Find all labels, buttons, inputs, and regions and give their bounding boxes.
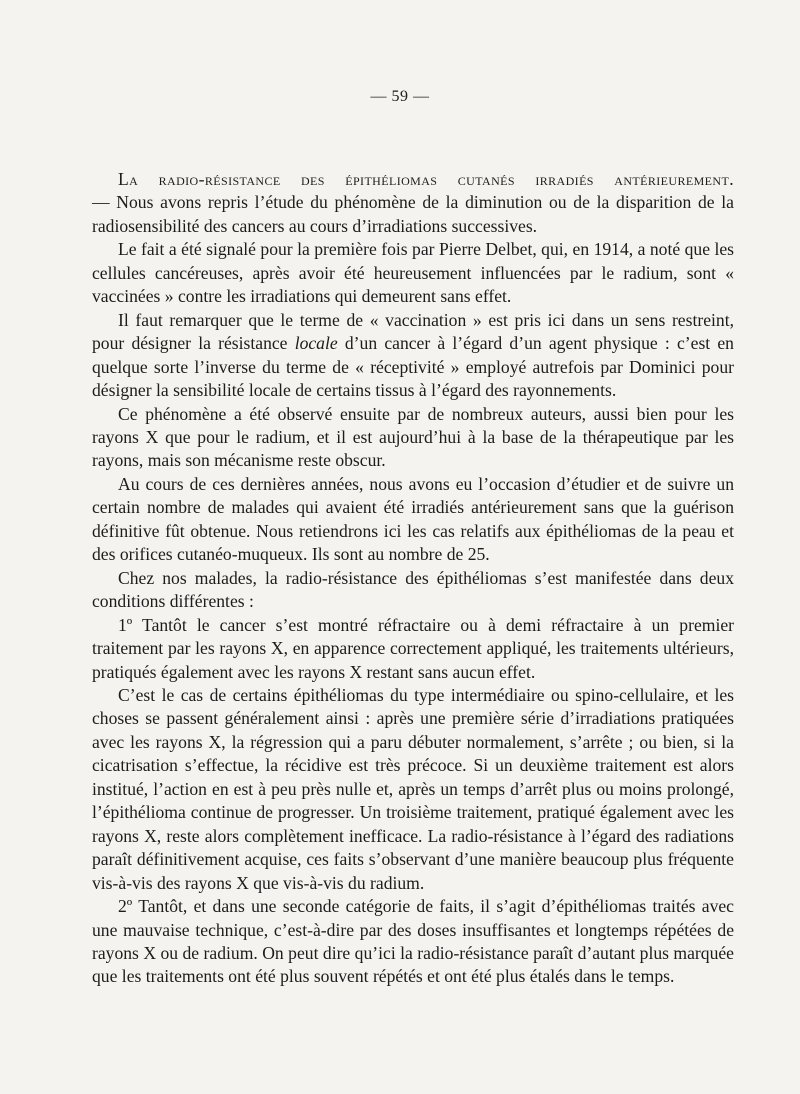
paragraph-patients: Au cours de ces dernières années, nous avons eu l’occasion d’étudier et de suivre un certain nombre de malades qui avaient été irradiés antérieurement sans que la guérison définitive fût obtenue. Nous retiendrons ici les cas relatifs aux épithéliomas de la peau et des orifices cutanéo-muqueux. Ils sont au nombre de 25. <box>92 473 734 565</box>
section-intro-text: — Nous avons repris l’étude du phénomène de la diminution ou de la disparition de la radiosensibilité des cancers au cours d’irradiations successives. <box>92 192 734 236</box>
page-number: — 59 — <box>370 88 430 105</box>
section-heading: La radio-résistance des épithéliomas cutanés irradiés antérieurement. <box>118 169 734 189</box>
paragraph-spino-cellular: C’est le cas de certains épithéliomas du type intermédiaire ou spino-cellulaire, et les choses se passent généralement ainsi : après une première série d’irradiations pratiquées avec les rayons X, la régression qui a paru débuter normalement, s’arrête ; ou bien, si la cicatrisation s’effectue, la récidive est très précoce. Si un deuxième traitement est alors institué, l’action en est à peu près nulle et, après un temps d’arrêt plus ou moins prolongé, l’épithélioma continue de progresser. Un troisième traitement, pratiqué également avec les rayons X, reste alors complètement inefficace. La radio-résistance à l’égard des radiations paraît définitivement acquise, ces faits s’observant d’une manière beaucoup plus fréquente vis-à-vis des rayons X que vis-à-vis du radium. <box>92 684 734 893</box>
paragraph-vaccination-start: Il faut remarquer que le terme de « vaccination » est pris ici dans un sens restreint, pour désigner la résistance <box>92 309 734 354</box>
paragraph-observations: Ce phénomène a été observé ensuite par de nombreux auteurs, aussi bien pour les rayons X que pour le radium, et il est aujourd’hui à la base de la thérapeutique par les rayons, mais son mécanisme reste obscur. <box>92 403 734 471</box>
paragraph-vaccination-end: d’un cancer à l’égard d’un agent physique : c’est en quelque sorte l’inverse du terme de « réceptivité » employé autrefois par Dominici pour désigner la sensibilité locale de certains tissus à l’égard des rayonnements. <box>92 333 734 401</box>
paragraph-condition-one: 1º Tantôt le cancer s’est montré réfractaire ou à demi réfractaire à un premier traitement par les rayons X, en apparence correctement appliqué, les traitements ultérieurs, pratiqués également avec les rayons X restant sans aucun effet. <box>92 614 734 682</box>
paragraph-vaccination <box>92 309 734 403</box>
emphasis-locale: locale <box>294 333 338 354</box>
paragraph-delbet: Le fait a été signalé pour la première fois par Pierre Delbet, qui, en 1914, a noté que les cellules cancéreuses, après avoir été heureusement influencées par le radium, sont « vaccinées » contre les irradiations qui demeurent sans effet. <box>92 239 734 307</box>
body-text <box>92 168 734 989</box>
section-intro-paragraph <box>92 168 734 238</box>
paragraph-conditions: Chez nos malades, la radio-résistance des épithéliomas s’est manifestée dans deux conditions différentes : <box>92 567 734 612</box>
paragraph-condition-two: 2º Tantôt, et dans une seconde catégorie de faits, il s’agit d’épithéliomas traités avec une mauvaise technique, c’est-à-dire par des doses insuffisantes et longtemps répétées de rayons X ou de radium. On peut dire qu’ici la radio-résistance paraît d’autant plus marquée que les traitements ont été plus souvent répétés et ont été plus étalés dans le temps. <box>92 896 734 987</box>
